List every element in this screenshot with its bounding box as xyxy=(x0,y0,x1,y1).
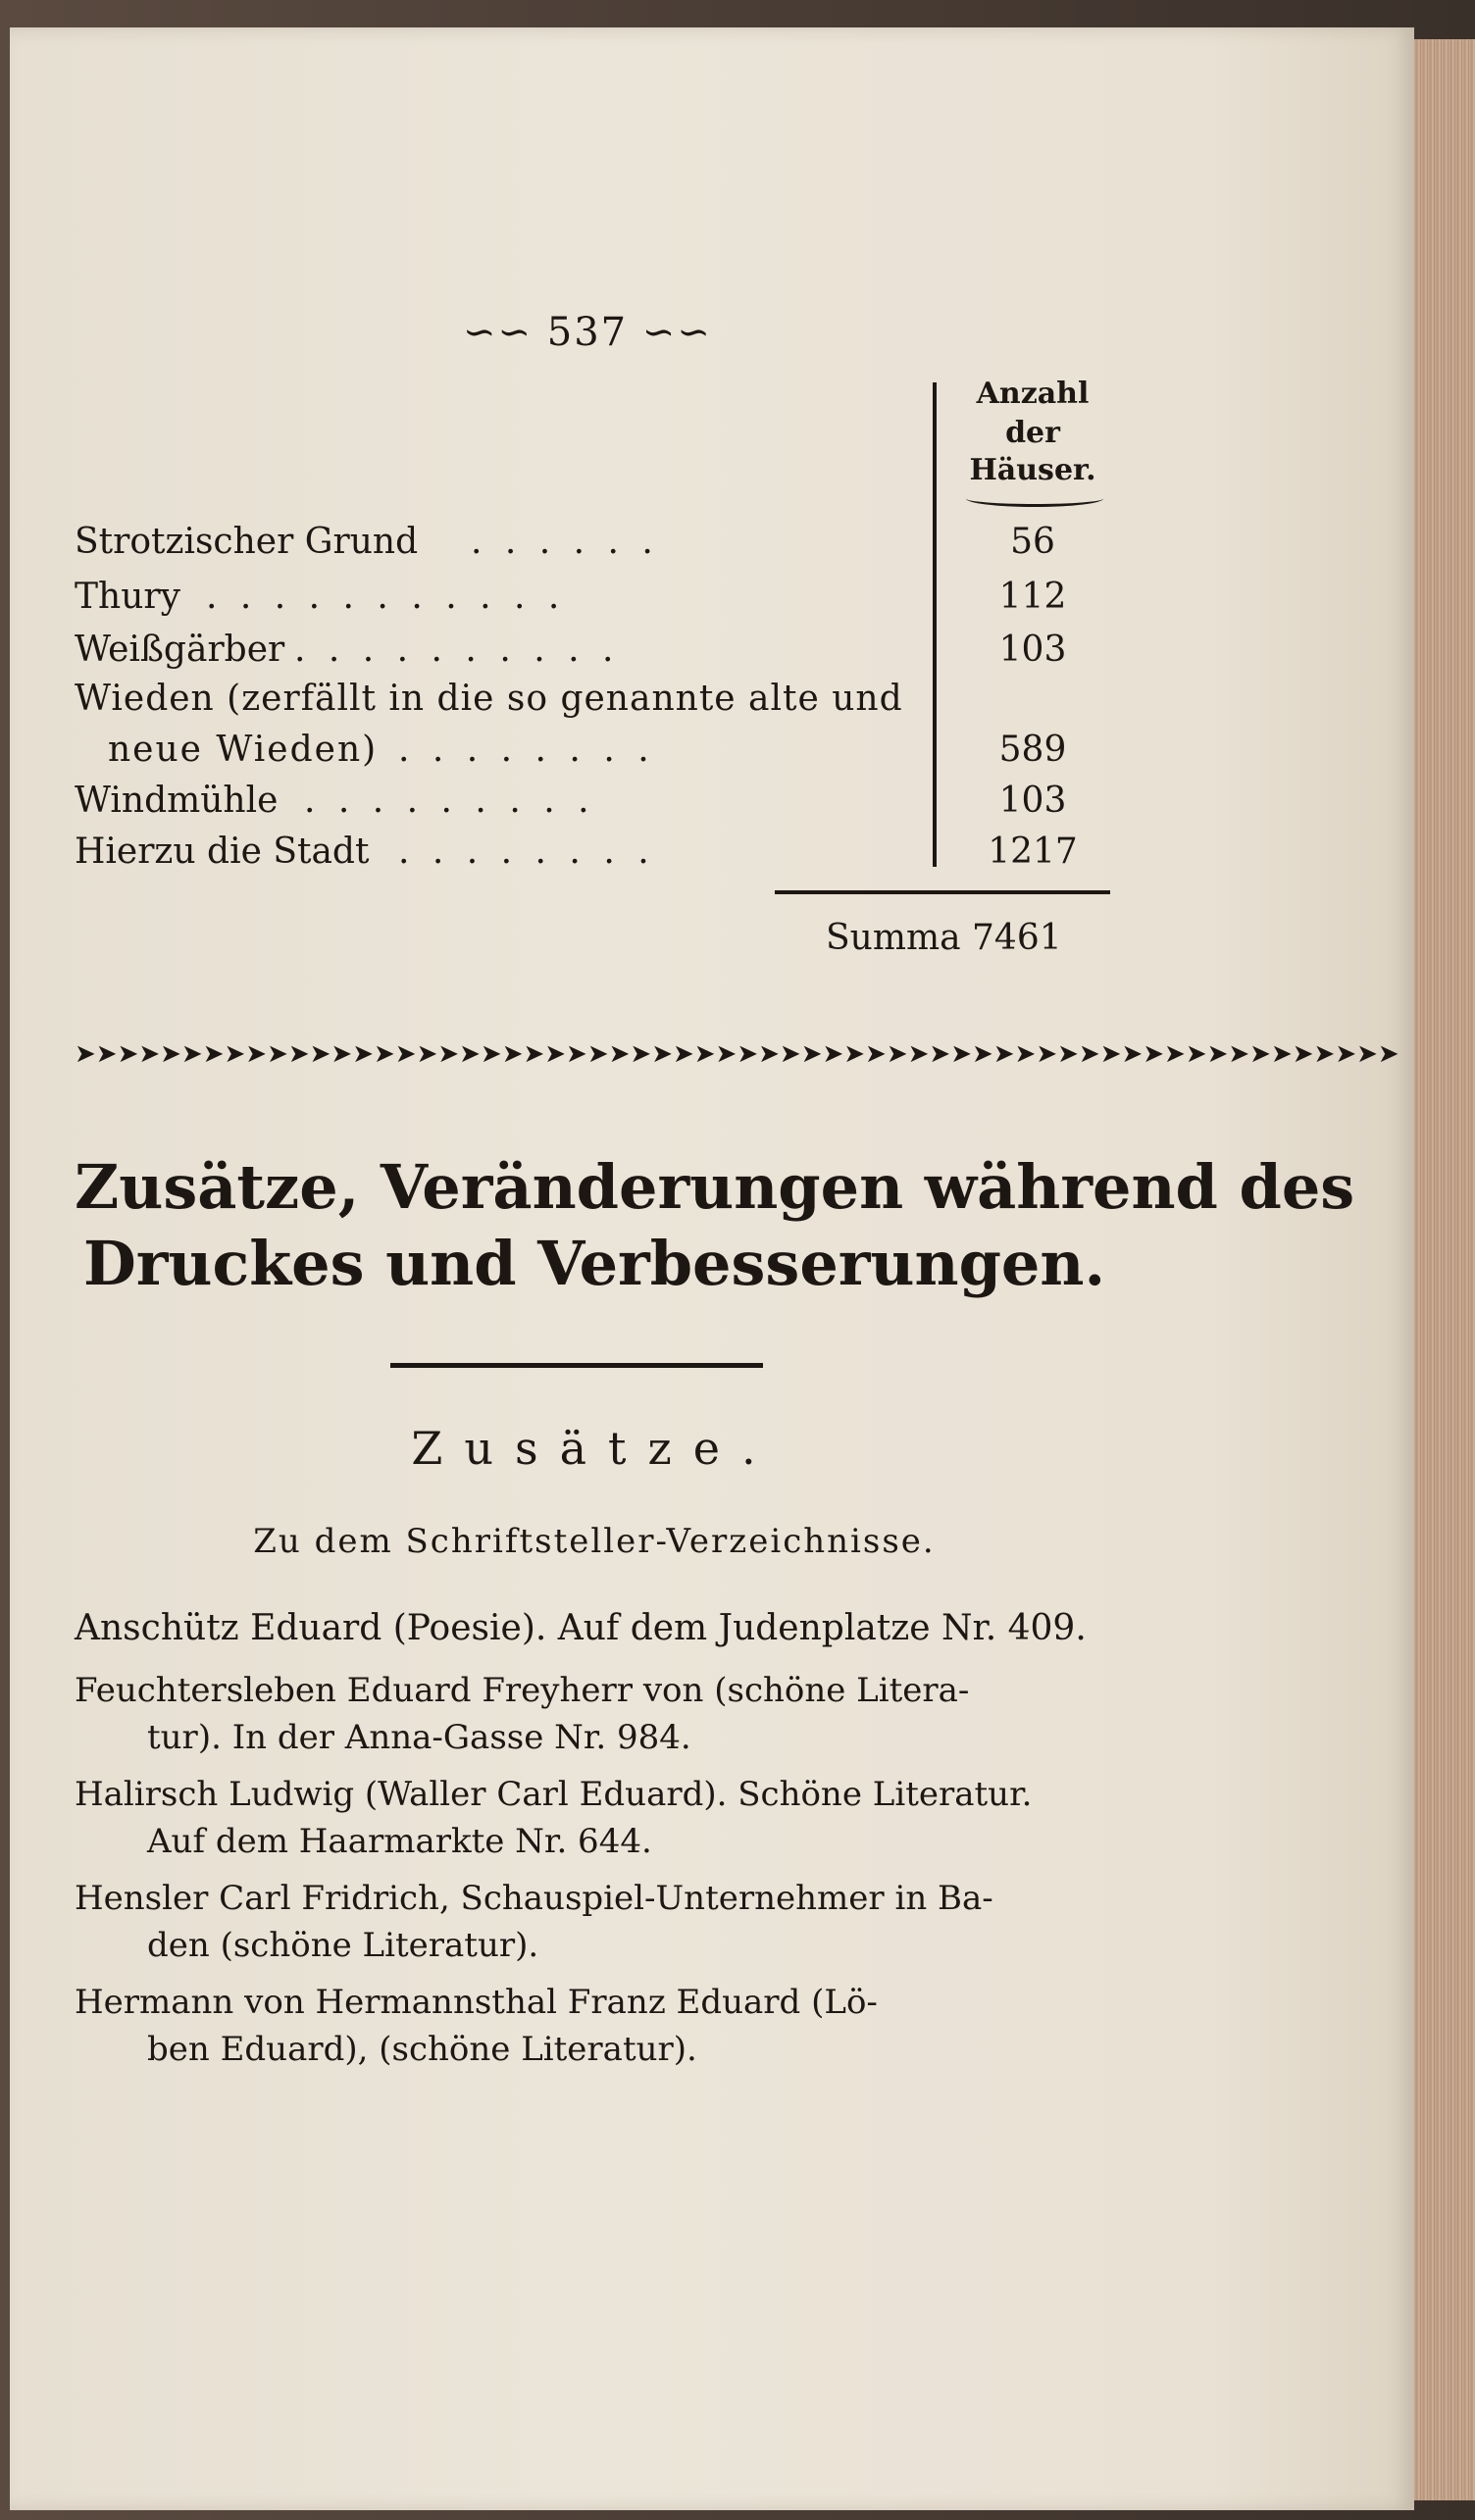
entry-continuation: den (schöne Literatur). xyxy=(147,1926,539,1965)
entry-continuation: tur). In der Anna-Gasse Nr. 984. xyxy=(147,1718,691,1757)
table-row-value: 1217 xyxy=(988,832,1078,872)
entry-line: Halirsch Ludwig (Waller Carl Eduard). Schöne Literatur. xyxy=(75,1775,1033,1814)
subsubheading: Zu dem Schriftsteller-Verzeichnisse. xyxy=(253,1522,936,1561)
table-row-leader: . . . . . . . . . . xyxy=(294,630,620,670)
page-edges xyxy=(1414,39,1475,2500)
table-row-value: 103 xyxy=(998,781,1067,821)
ornament-divider: ➤➤➤➤➤➤➤➤➤➤➤➤➤➤➤➤➤➤➤➤➤➤➤➤➤➤➤➤➤➤➤➤➤➤➤➤➤➤➤➤➤➤➤➤➤➤➤➤➤➤➤➤➤➤➤➤➤➤➤➤➤➤ xyxy=(75,1039,1399,1069)
table-row-leader: . . . . . . xyxy=(471,522,659,562)
table-row-leader: . . . . . . . . xyxy=(398,832,655,872)
table-row-leader: . . . . . . . . xyxy=(398,730,655,770)
table-row-label: Windmühle xyxy=(75,781,279,821)
table-row-leader: . . . . . . . . . . . xyxy=(206,577,566,617)
entry-line: Feuchtersleben Eduard Freyherr von (schöne Litera- xyxy=(75,1671,970,1710)
section-heading-line-1: Zusätze, Veränderungen während des xyxy=(75,1151,1355,1223)
table-row-value: 103 xyxy=(998,630,1067,670)
entry-line: Hensler Carl Fridrich, Schauspiel-Unternehmer in Ba- xyxy=(75,1879,993,1918)
entry-line: Anschütz Eduard (Poesie). Auf dem Judenplatze Nr. 409. xyxy=(75,1608,1087,1648)
table-row-label: Wieden (zerfällt in die so genannte alte und xyxy=(75,679,903,719)
table-row-label: Hierzu die Stadt xyxy=(75,832,370,872)
entry-line: Hermann von Hermannsthal Franz Eduard (Lö- xyxy=(75,1983,878,2022)
table-row-leader: . . . . . . . . . xyxy=(304,781,595,821)
heading-rule xyxy=(390,1363,763,1368)
book-page xyxy=(10,27,1414,2510)
table-row-value: 56 xyxy=(1010,522,1055,562)
section-heading-line-2: Druckes und Verbesserungen. xyxy=(82,1228,1106,1299)
page-number: ∽∽ 537 ∽∽ xyxy=(463,310,712,355)
table-header-line-3: Häuser. xyxy=(969,453,1096,487)
entry-continuation: Auf dem Haarmarkte Nr. 644. xyxy=(147,1822,652,1861)
table-header-line-2: der xyxy=(1005,416,1060,450)
sum-rule xyxy=(775,890,1110,894)
table-header-line-1: Anzahl xyxy=(976,377,1090,411)
header-brace xyxy=(966,490,1103,507)
table-total: Summa 7461 xyxy=(826,918,1062,958)
entry-continuation: ben Eduard), (schöne Literatur). xyxy=(147,2030,697,2069)
table-row-label: Thury xyxy=(75,577,180,617)
table-row-label: Strotzischer Grund xyxy=(75,522,419,562)
table-row-value: 589 xyxy=(998,730,1067,770)
table-row-label: Weißgärber xyxy=(75,630,285,670)
table-column-divider xyxy=(933,382,937,867)
subheading: Zusätze. xyxy=(411,1422,778,1475)
table-row-label: neue Wieden) xyxy=(108,730,379,770)
table-row-value: 112 xyxy=(998,577,1067,617)
